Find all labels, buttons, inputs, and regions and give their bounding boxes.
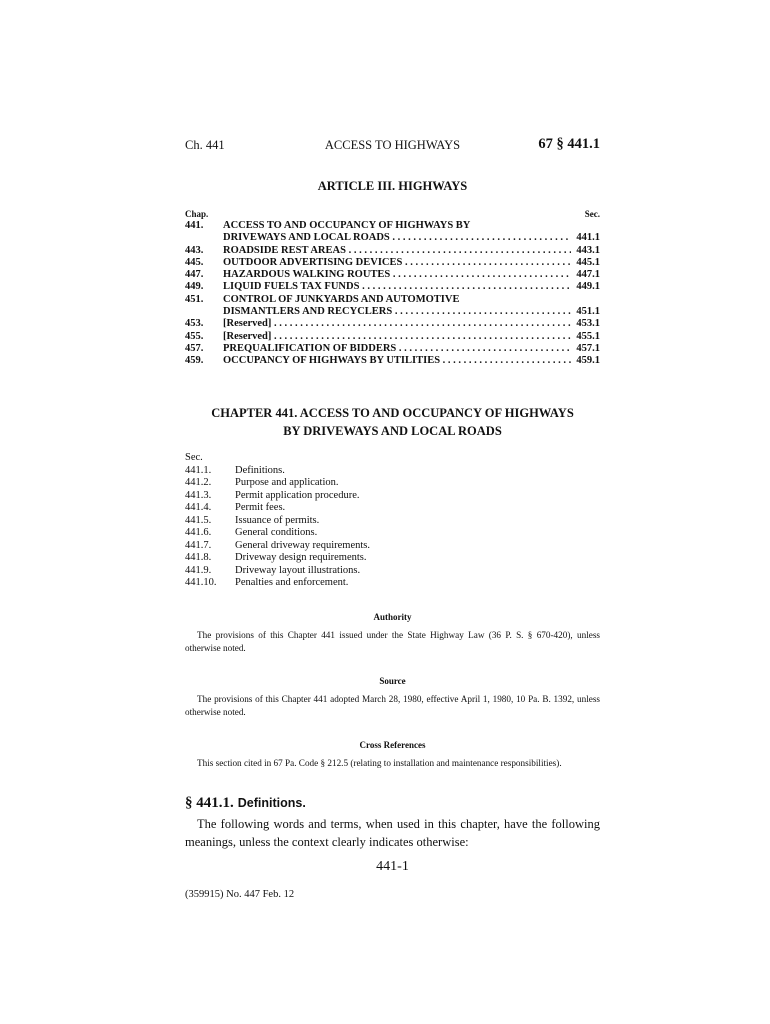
toc-chapter-title: PREQUALIFICATION OF BIDDERS . . . bbox=[223, 343, 600, 355]
toc-chapter-number: 455. bbox=[185, 330, 204, 342]
table-of-contents bbox=[185, 209, 600, 368]
toc-chapter-title: OUTDOOR ADVERTISING DEVICES . . . bbox=[223, 257, 600, 269]
toc-section-ref: 455.1 bbox=[571, 331, 600, 343]
section-number: 441.7. bbox=[185, 539, 212, 551]
toc-chapter-title: CONTROL OF JUNKYARDS AND AUTOMOTIVE bbox=[223, 293, 460, 305]
definitions-text: The following words and terms, when used in this chapter, have the following meanings, unless the context clearly indicates otherwise: bbox=[185, 817, 600, 849]
chapter-title-line-2: BY DRIVEWAYS AND LOCAL ROADS bbox=[283, 424, 502, 438]
toc-chapter-number: 457. bbox=[185, 342, 204, 354]
section-number: 441.5. bbox=[185, 514, 212, 526]
toc-section-ref: 459.1 bbox=[571, 355, 600, 367]
section-number: 441.10. bbox=[185, 577, 217, 588]
source-heading: Source bbox=[379, 676, 406, 686]
toc-row bbox=[185, 318, 600, 330]
section-number: 441.4. bbox=[185, 502, 212, 513]
toc-row bbox=[185, 331, 600, 343]
toc-row bbox=[185, 306, 600, 318]
section-list-label: Sec. bbox=[185, 452, 203, 463]
section-number: 441.9. bbox=[185, 564, 212, 576]
section-title: Purpose and application. bbox=[235, 477, 339, 488]
section-title: General conditions. bbox=[235, 527, 318, 538]
toc-chapter-title: DISMANTLERS AND RECYCLERS . . . bbox=[223, 306, 600, 318]
section-number: 441.6. bbox=[185, 527, 212, 538]
section-title: Definitions. bbox=[235, 464, 285, 476]
toc-chapter-title: ROADSIDE REST AREAS . . . bbox=[223, 245, 600, 257]
cross-references-heading: Cross References bbox=[359, 740, 426, 750]
toc-chapter-title: ACCESS TO AND OCCUPANCY OF HIGHWAYS BY bbox=[223, 220, 471, 231]
authority-heading: Authority bbox=[373, 612, 412, 622]
toc-section-ref: 453.1 bbox=[571, 318, 600, 330]
toc-chapter-title: DRIVEWAYS AND LOCAL ROADS . . . bbox=[223, 232, 600, 244]
toc-row bbox=[185, 232, 600, 244]
toc-row bbox=[185, 257, 600, 269]
section-list bbox=[185, 452, 600, 590]
section-title: Permit fees. bbox=[235, 502, 286, 513]
source-text: The provisions of this Chapter 441 adopted March 28, 1980, effective April 1, 1980, 10 Pa. B. 1392, unless otherwise noted. bbox=[185, 694, 600, 717]
section-row bbox=[185, 490, 600, 503]
toc-sec-label: Sec. bbox=[584, 209, 600, 219]
section-number: 441.8. bbox=[185, 552, 212, 563]
article-title: ARTICLE III. HIGHWAYS bbox=[317, 179, 468, 193]
toc-chapter-number: 441. bbox=[185, 220, 204, 231]
toc-chap-label: Chap. bbox=[185, 209, 209, 219]
page-number: 441-1 bbox=[376, 859, 409, 874]
toc-row bbox=[185, 269, 600, 281]
cross-references-text: This section cited in 67 Pa. Code § 212.5 (relating to installation and maintenance responsibilities). bbox=[197, 758, 562, 768]
section-row bbox=[185, 552, 600, 565]
toc-chapter-number: 453. bbox=[185, 318, 204, 330]
header-title: ACCESS TO HIGHWAYS bbox=[324, 138, 461, 152]
toc-section-ref: 445.1 bbox=[571, 257, 600, 269]
authority-text: The provisions of this Chapter 441 issued under the State Highway Law (36 P. S. § 670-420), unless otherwise noted. bbox=[185, 630, 600, 653]
toc-section-ref: 449.1 bbox=[571, 281, 600, 293]
toc-chapter-number: 443. bbox=[185, 244, 204, 256]
section-row bbox=[185, 502, 600, 515]
section-row bbox=[185, 465, 600, 478]
toc-chapter-title: LIQUID FUELS TAX FUNDS . . . bbox=[223, 281, 600, 293]
section-row bbox=[185, 527, 600, 540]
chapter-title-line-1: CHAPTER 441. ACCESS TO AND OCCUPANCY OF HIGHWAYS bbox=[211, 406, 574, 420]
section-title: Penalties and enforcement. bbox=[235, 577, 349, 588]
running-header bbox=[185, 138, 600, 154]
toc-chapter-title: OCCUPANCY OF HIGHWAYS BY UTILITIES . . . bbox=[223, 355, 600, 367]
toc-chapter-title: [Reserved] . . . bbox=[223, 318, 600, 330]
header-citation: 67 § 441.1 bbox=[538, 136, 600, 152]
toc-chapter-title: HAZARDOUS WALKING ROUTES . . . bbox=[223, 269, 600, 281]
section-title: General driveway requirements. bbox=[235, 539, 370, 551]
toc-chapter-number: 447. bbox=[185, 269, 204, 281]
toc-row bbox=[185, 294, 600, 306]
section-title: Permit application procedure. bbox=[235, 489, 360, 501]
toc-chapter-number: 449. bbox=[185, 281, 204, 293]
toc-section-ref: 447.1 bbox=[571, 269, 600, 281]
section-title: Driveway layout illustrations. bbox=[235, 564, 361, 576]
section-row bbox=[185, 540, 600, 553]
toc-chapter-number: 451. bbox=[185, 293, 204, 305]
toc-row bbox=[185, 245, 600, 257]
section-title: Issuance of permits. bbox=[235, 514, 320, 526]
toc-row bbox=[185, 281, 600, 293]
header-chapter: Ch. 441 bbox=[185, 138, 225, 152]
toc-row bbox=[185, 343, 600, 355]
section-number: 441.1. bbox=[185, 464, 212, 476]
section-number: 441.2. bbox=[185, 477, 212, 488]
toc-row bbox=[185, 220, 600, 232]
section-row bbox=[185, 515, 600, 528]
toc-section-ref: 451.1 bbox=[571, 306, 600, 318]
section-title: Driveway design requirements. bbox=[235, 552, 367, 563]
toc-section-ref: 457.1 bbox=[571, 343, 600, 355]
toc-chapter-title: [Reserved] . . . bbox=[223, 331, 600, 343]
section-row bbox=[185, 477, 600, 490]
toc-row bbox=[185, 355, 600, 367]
toc-section-ref: 441.1 bbox=[571, 232, 600, 244]
chapter-title bbox=[185, 404, 600, 440]
page-footer: (359915) No. 447 Feb. 12 bbox=[185, 889, 295, 900]
toc-chapter-number: 459. bbox=[185, 355, 204, 367]
toc-section-ref: 443.1 bbox=[571, 245, 600, 257]
definitions-heading bbox=[185, 794, 600, 812]
section-row bbox=[185, 577, 600, 590]
toc-header bbox=[185, 209, 600, 220]
definitions-section-symbol: § 441.1. bbox=[185, 795, 234, 811]
section-number: 441.3. bbox=[185, 489, 212, 501]
section-row bbox=[185, 565, 600, 578]
definitions-name: Definitions. bbox=[237, 796, 306, 810]
toc-chapter-number: 445. bbox=[185, 256, 204, 268]
